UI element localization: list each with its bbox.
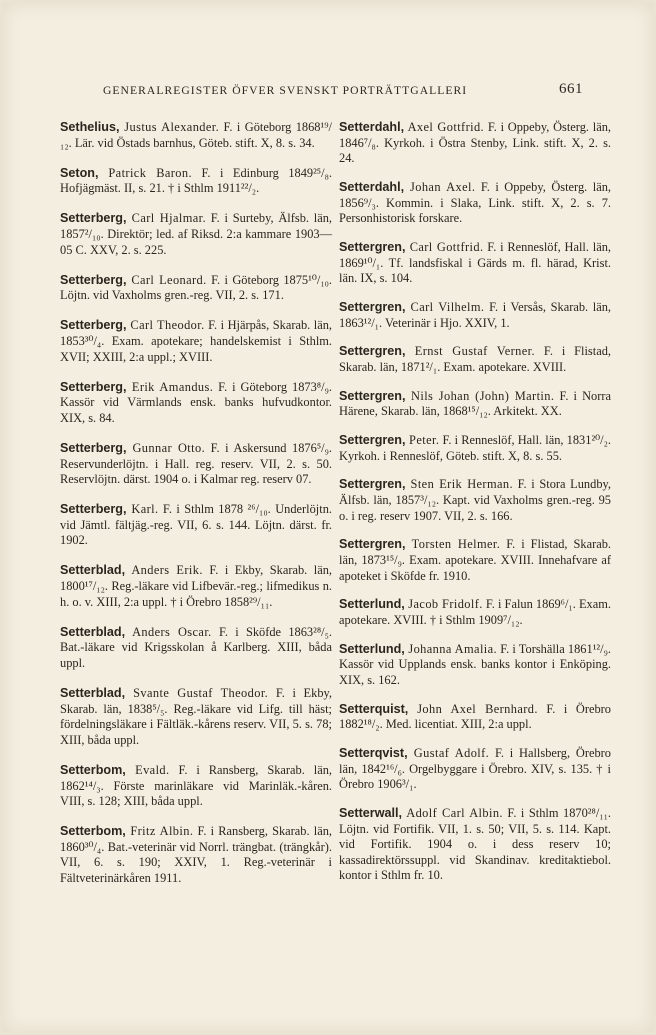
entry-text: F. i Norra Härene, Skarab. län, 1868¹⁵/₁₂. Arkitekt. XX.: [339, 388, 611, 419]
entry-surname: Settergren,: [339, 388, 406, 403]
entry-text: F. i Askersund 1876⁵/₉. Reservunderlöjtn. i Hall. reg. reserv. VII, 2. s. 50. Reservlöjtn. därst. 1904 o. i Kalmar reg. reserv 07.: [60, 440, 333, 487]
entry-given-names: Johan Axel.: [404, 179, 476, 194]
register-entry: [60, 625, 332, 672]
entry-text: F. i Surteby, Älfsb. län, 1857²/₁₀. Direktör; led. af Riksd. 2:a kammare 1903—05 C. XXV, 2. s. 225.: [60, 211, 333, 257]
entry-given-names: Nils Johan (John) Martin.: [405, 388, 555, 403]
entry-surname: Setterquist,: [339, 701, 409, 716]
entry-surname: Setterwall,: [339, 806, 402, 821]
register-page: [3, 3, 653, 1032]
entry-given-names: Anders Erik.: [125, 563, 203, 578]
entry-surname: Settergren,: [339, 537, 406, 552]
entry-surname: Settergren,: [339, 433, 406, 448]
entry-given-names: Erik Amandus.: [126, 379, 214, 394]
entry-text: F. i Sthlm 1870²⁸/₁₁. Löjtn. vid Fortifik. VII, 1. s. 50; VII, 5. s. 114. Kapt. vid Fortifik. 1904 o. i dess reserv 10; kassadirektörssuppl. vid Skandinav. kreditaktiebol. kontor i Sthlm fr. 10.: [339, 806, 611, 883]
entry-given-names: Gustaf Adolf.: [407, 746, 490, 761]
entry-given-names: Carl Hjalmar.: [126, 211, 206, 226]
entry-given-names: Jacob Fridolf.: [404, 597, 483, 612]
entry-given-names: Peter.: [405, 433, 440, 448]
entry-text: F. i Torshälla 1861¹²/₉. Kassör vid Upplands ensk. banks kontor i Enköping. XIX, s. 162.: [339, 641, 611, 687]
entry-text: F. i Göteborg 1868¹⁹/₁₂. Lär. vid Östads barnhus, Göteb. stift. X, 8. s. 34.: [60, 120, 332, 150]
entry-given-names: Justus Alexander.: [119, 120, 220, 134]
entry-surname: Settergren,: [339, 344, 406, 359]
entry-surname: Setterdahl,: [339, 179, 405, 194]
entry-text: F. i Örebro 1882¹⁸/₂. Med. licentiat. XIII, 2:a uppl.: [339, 701, 611, 732]
entry-given-names: Carl Leonard.: [126, 272, 207, 287]
register-entry: [339, 344, 611, 375]
entry-surname: Setterberg,: [60, 379, 127, 394]
entry-text: F. i Versås, Skarab. län, 1863¹²/₁. Veterinär i Hjo. XXIV, 1.: [339, 299, 611, 330]
running-header: [103, 81, 583, 101]
entry-given-names: Adolf Carl Albin.: [402, 806, 503, 821]
entry-surname: Setterdahl,: [339, 120, 405, 134]
register-entry: [339, 746, 611, 793]
register-entry: [339, 477, 611, 524]
register-entry: [60, 686, 332, 748]
entry-surname: Setterberg,: [60, 318, 127, 333]
register-entry: [339, 597, 611, 628]
entry-text: F. i Oppeby, Österg. län, 1846⁷/₈. Kyrkoh. i Östra Stenby, Link. stift. X, 2. s. 24.: [339, 120, 611, 166]
register-entry: [339, 702, 611, 733]
register-entry: [339, 389, 611, 420]
entry-text: F. i Ekby, Skarab. län, 1838⁵/₅. Reg.-läkare vid Lifg. till häst; fördelningsläkare i Fältläk.-kårens reserv. VII, 5. s. 78; XIII, båda uppl.: [60, 686, 332, 747]
entry-surname: Setterberg,: [60, 502, 127, 517]
entry-given-names: Carl Vilhelm.: [405, 299, 485, 314]
register-entry: [60, 824, 332, 886]
right-column: [339, 120, 611, 897]
register-entry: [339, 642, 611, 689]
entry-text: F. i Göteborg 1875¹⁰/₁₀. Löjtn. vid Vaxholms gren.-reg. VII, 2. s. 171.: [60, 272, 332, 303]
register-entry: [339, 180, 611, 227]
entry-surname: Seton,: [60, 165, 99, 180]
register-entry: [60, 502, 332, 549]
header-title: GENERALREGISTER ÖFVER SVENSKT PORTRÄTTGALLERI: [103, 84, 468, 97]
entry-text: F. i Hjärpås, Skarab. län, 1853³⁰/₄. Exam. apotekare; handelskemist i Sthlm. XVII; XXIII, 2:a uppl.; XVIII.: [60, 318, 332, 364]
entry-given-names: Carl Gottfrid.: [405, 239, 484, 254]
register-entry: [339, 300, 611, 331]
register-entry: [339, 433, 611, 464]
register-entry: [339, 240, 611, 287]
register-entry: [60, 763, 332, 810]
entry-given-names: Evald.: [125, 762, 170, 777]
page-number: 661: [559, 81, 583, 97]
entry-surname: Settergren,: [339, 299, 406, 314]
entry-text: F. i Ekby, Skarab. län, 1800¹⁷/₁₂. Reg.-läkare vid Lifbevär.-reg.; lifmedikus n. h. o. v. XIII, 2:a uppl. † i Örebro 1858²⁹/₁₁.: [60, 563, 332, 609]
entry-text: F. i Falun 1869⁶/₁. Exam. apotekare. XVIII. † i Sthlm 1909⁷/₁₂.: [339, 597, 611, 627]
entry-surname: Setterblad,: [60, 686, 126, 701]
entry-text: F. i Ransberg, Skarab. län, 1862¹⁴/₃. Förste marinläkare vid Marinläk.-kåren. VIII, s. 128; XIII, båda uppl.: [60, 762, 332, 809]
entry-surname: Setterbom,: [60, 762, 126, 777]
entry-given-names: Ernst Gustaf Verner.: [405, 344, 536, 359]
register-entry: [60, 273, 332, 304]
register-entry: [60, 441, 332, 488]
entry-text: F. i Renneslöf, Hall. län, 1831²⁰/₂. Kyrkoh. i Renneslöf, Göteb. stift. X, 8. s. 55.: [339, 433, 611, 463]
entry-given-names: Karl.: [126, 502, 159, 517]
entry-surname: Settergren,: [339, 477, 406, 492]
register-entry: [60, 380, 332, 427]
entry-text: F. i Sthlm 1878 ²⁶/₁₀. Underlöjtn. vid Jämtl. fältjäg.-reg. VII, 6. s. 144. Löjtn. därst. fr. 1902.: [60, 502, 332, 548]
entry-surname: Setterblad,: [60, 563, 126, 578]
entry-surname: Setterqvist,: [339, 746, 408, 761]
entry-surname: Setterberg,: [60, 211, 127, 226]
entry-text: F. i Sköfde 1863²⁸/₅. Bat.-läkare vid Krigsskolan å Karlberg. XIII, båda uppl.: [60, 624, 332, 670]
entry-given-names: Gunnar Otto.: [126, 440, 206, 455]
entry-text: F. i Renneslöf, Hall. län, 1869¹⁰/₁. Tf. landsfiskal i Gärds m. fl. härad, Krist. län. IX, s. 104.: [339, 239, 611, 286]
entry-text: F. i Flistad, Skarab. län, 1871²/₁. Exam. apotekare. XVIII.: [339, 344, 611, 374]
entry-given-names: Axel Gottfrid.: [404, 120, 485, 134]
entry-given-names: Svante Gustaf Theodor.: [125, 686, 269, 701]
entry-surname: Setterberg,: [60, 272, 127, 287]
entry-surname: Setterbom,: [60, 824, 126, 839]
entry-given-names: Fritz Albin.: [125, 824, 194, 839]
entry-surname: Sethelius,: [60, 120, 120, 134]
register-entry: [60, 120, 332, 151]
entry-text: F. i Hallsberg, Örebro län, 1842¹⁶/₆. Orgelbyggare i Örebro. XIV, s. 135. † i Örebro 1906³/₁.: [339, 746, 611, 792]
entry-surname: Setterlund,: [339, 641, 405, 656]
entry-given-names: Torsten Helmer.: [405, 537, 501, 552]
entry-surname: Setterlund,: [339, 597, 405, 612]
register-entry: [60, 211, 332, 258]
entry-text: F. i Edinburg 1849²⁵/₈. Hofjägmäst. II, s. 21. † i Sthlm 1911²²/₂.: [60, 165, 332, 196]
register-entry: [339, 806, 611, 884]
entry-text: F. i Flistad, Skarab. län, 1873¹⁵/₉. Exam. apotekare. XVIII. Innehafvare af apoteket i Sköfde fr. 1910.: [339, 537, 611, 583]
entry-surname: Setterblad,: [60, 624, 126, 639]
left-column: [60, 120, 332, 901]
entry-given-names: John Axel Bernhard.: [408, 701, 538, 716]
entry-given-names: Sten Erik Herman.: [405, 477, 513, 492]
register-entry: [60, 563, 332, 610]
register-entry: [60, 166, 332, 197]
entry-text: F. i Ransberg, Skarab. län, 1860³⁰/₄. Bat.-veterinär vid Norrl. trängbat. (trängkår). VII, 6. s. 190; XXIV, 1. Reg.-veterinär i Fältveterinärkåren 1911.: [60, 824, 332, 885]
entry-text: F. i Stora Lundby, Älfsb. län, 1857³/₁₂. Kapt. vid Vaxholms gren.-reg. 95 o. i reg. reserv 1907. VII, 2. s. 166.: [339, 477, 611, 523]
register-entry: [339, 537, 611, 584]
entry-surname: Setterberg,: [60, 440, 127, 455]
entry-given-names: Carl Theodor.: [126, 318, 205, 333]
entry-given-names: Anders Oscar.: [125, 624, 212, 639]
register-entry: [60, 318, 332, 365]
entry-given-names: Patrick Baron.: [98, 165, 192, 180]
entry-surname: Settergren,: [339, 239, 406, 254]
entry-text: F. i Göteborg 1873⁸/₉. Kassör vid Värmlands ensk. banks hufvudkontor. XIX, s. 84.: [60, 379, 332, 425]
entry-text: F. i Oppeby, Österg. län, 1856⁹/₃. Kommin. i Slaka, Link. stift. X, 2. s. 7. Personhistorisk forskare.: [339, 179, 611, 226]
entry-given-names: Johanna Amalia.: [404, 641, 498, 656]
register-entry: [339, 120, 611, 167]
